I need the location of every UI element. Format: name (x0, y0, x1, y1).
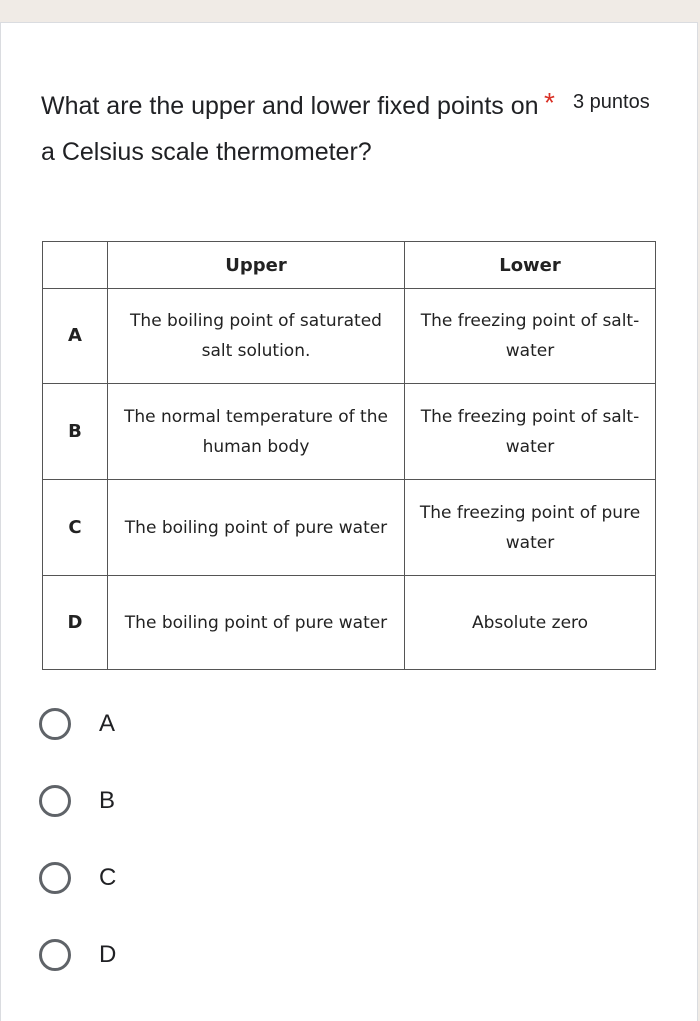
lower-cell: The freezing point of salt-water (405, 289, 656, 384)
table-row (43, 576, 656, 670)
lower-cell: The freezing point of salt-water (405, 384, 656, 480)
points-label: 3 puntos (573, 91, 650, 113)
table-row (43, 480, 656, 576)
option-label: B (99, 787, 116, 814)
option-b[interactable] (39, 781, 115, 821)
option-label: D (99, 941, 117, 968)
table-header-lower: Lower (405, 242, 656, 289)
upper-cell: The normal temperature of the human body (108, 384, 405, 480)
row-letter: D (43, 576, 108, 670)
page-header-strip (0, 0, 700, 22)
required-asterisk: * (544, 87, 555, 118)
option-label: C (99, 864, 117, 891)
option-label: A (99, 710, 116, 737)
row-letter: B (43, 384, 108, 480)
question-title: What are the upper and lower fixed points on a Celsius scale thermometer? (41, 92, 539, 166)
upper-cell: The boiling point of pure water (108, 576, 405, 670)
table-header-row (43, 242, 656, 289)
upper-cell: The boiling point of pure water (108, 480, 405, 576)
radio-button-icon[interactable] (39, 785, 71, 817)
answer-reference-table (42, 241, 656, 670)
radio-button-icon[interactable] (39, 939, 71, 971)
option-a[interactable] (39, 704, 115, 744)
option-c[interactable] (39, 858, 116, 898)
table-row (43, 289, 656, 384)
lower-cell: Absolute zero (405, 576, 656, 670)
lower-cell: The freezing point of pure water (405, 480, 656, 576)
table-header-empty (43, 242, 108, 289)
table-row (43, 384, 656, 480)
upper-cell: The boiling point of saturated salt solution. (108, 289, 405, 384)
row-letter: A (43, 289, 108, 384)
table-header-upper: Upper (108, 242, 405, 289)
row-letter: C (43, 480, 108, 576)
radio-button-icon[interactable] (39, 862, 71, 894)
radio-button-icon[interactable] (39, 708, 71, 740)
option-d[interactable] (39, 935, 116, 975)
